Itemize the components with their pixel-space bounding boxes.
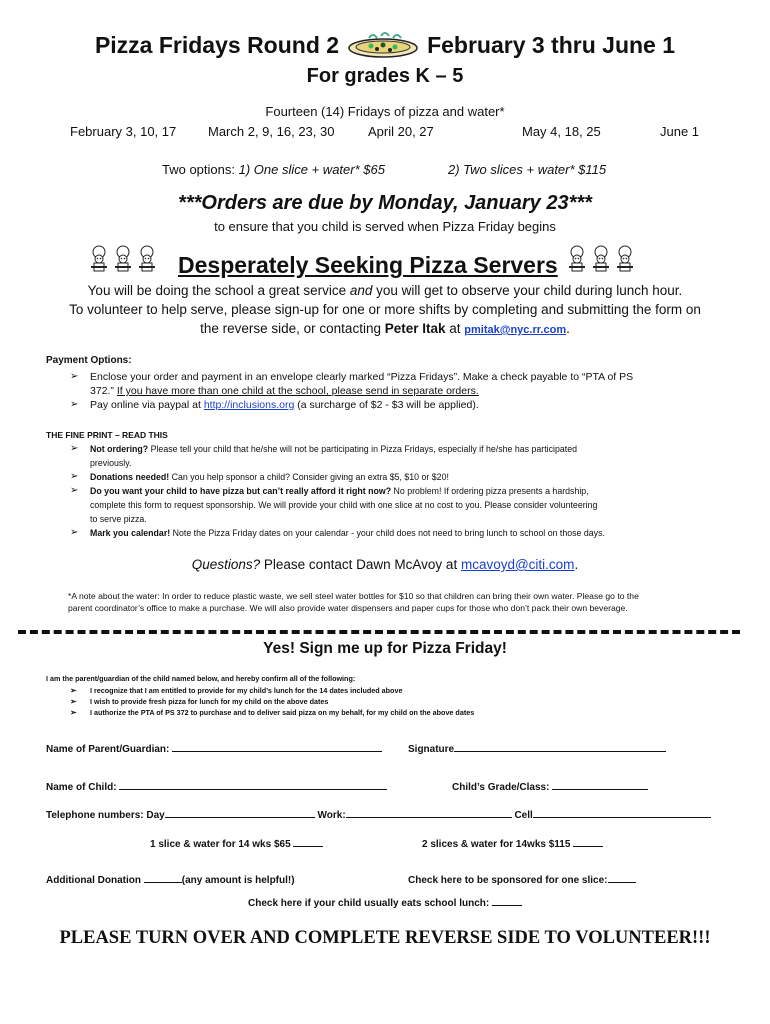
chef-group-left	[88, 245, 158, 278]
payment-item	[70, 370, 740, 398]
signup-intro: I am the parent/guardian of the child named below, and hereby confirm all of the following:	[46, 674, 356, 683]
servers-line3-b: at	[445, 321, 465, 336]
payment-list	[70, 370, 740, 412]
options-row	[162, 162, 385, 177]
grades-subtitle: For grades K – 5	[306, 65, 464, 87]
chef-icon	[88, 245, 110, 278]
fine-print-cont: complete this form to request sponsorship. We will provide your child with one slice at no cost to you. Please consider volunteering	[90, 500, 598, 510]
fine-print-item	[70, 470, 730, 484]
child-label: Name of Child:	[46, 782, 117, 793]
sponsor-row	[408, 871, 636, 886]
questions-line	[0, 557, 770, 572]
dates-may: May 4, 18, 25	[522, 124, 601, 139]
payment-item1-b: 372.”	[90, 385, 117, 397]
lunch-label: Check here if your child usually eats school lunch:	[248, 898, 490, 909]
fine-print-text: Please tell your child that he/she will not be participating in Pizza Fridays, especially if he/she has participated	[148, 444, 577, 454]
fine-print-cont2: to serve pizza.	[90, 514, 147, 524]
title-left: Pizza Fridays Round 2	[94, 31, 340, 58]
arrow-icon: ➢	[70, 471, 79, 482]
servers-line3-c: .	[566, 321, 570, 336]
fine-print-cont: previously.	[90, 458, 132, 468]
arrow-icon: ➢	[70, 371, 79, 382]
child-row	[46, 778, 387, 793]
confirm-text: I authorize the PTA of PS 372 to purchase and to deliver said pizza on my behalf, for my child on the above dates	[90, 708, 475, 717]
questions-period: .	[574, 557, 579, 572]
dates-february: February 3, 10, 17	[70, 124, 177, 139]
arrow-icon: ➢	[70, 399, 79, 410]
fine-print-list	[70, 442, 730, 540]
servers-line2: To volunteer to help serve, please sign-up for one or more shifts by completing and submitting the form on	[69, 302, 701, 317]
page-title	[0, 30, 770, 60]
dates-april: April 20, 27	[368, 124, 434, 139]
deadline-sub: to ensure that you child is served when Pizza Friday begins	[214, 219, 556, 234]
child-name-field[interactable]	[119, 778, 387, 790]
cut-line	[18, 630, 740, 634]
option1-row	[150, 835, 323, 850]
footer-notice: PLEASE TURN OVER AND COMPLETE REVERSE SIDE TO VOLUNTEER!!!	[59, 928, 711, 948]
grade-row	[452, 778, 648, 793]
parent-row	[46, 740, 382, 755]
donation-row	[46, 871, 295, 886]
payment-item1-a: Enclose your order and payment in an envelope clearly marked “Pizza Fridays”. Make a check payable to “PTA of PS	[90, 371, 634, 383]
phone-row	[46, 806, 711, 821]
servers-line1-and: and	[349, 283, 373, 298]
confirm-item	[70, 696, 690, 707]
grade-label: Child’s Grade/Class:	[452, 782, 550, 793]
fine-print-bold: Not ordering?	[90, 444, 149, 454]
parent-label: Name of Parent/Guardian:	[46, 744, 170, 755]
confirm-item	[70, 685, 690, 696]
phone-work-field[interactable]	[346, 806, 512, 818]
signature-row	[408, 740, 666, 755]
servers-email-link[interactable]: pmitak@nyc.rr.com	[464, 324, 567, 336]
payment-item2-a: Pay online via paypal at	[90, 399, 204, 411]
option2-label: 2 slices & water for 14wks $115	[422, 839, 571, 850]
option-two: 2) Two slices + water* $115	[448, 162, 607, 177]
signup-heading: Yes! Sign me up for Pizza Friday!	[263, 640, 507, 657]
fine-print-item	[70, 484, 730, 526]
signature-field[interactable]	[454, 740, 666, 752]
servers-heading: Desperately Seeking Pizza Servers	[178, 252, 558, 278]
option1-label: 1 slice & water for 14 wks $65	[150, 839, 291, 850]
servers-line3-a: the reverse side, or contacting	[200, 321, 385, 336]
arrow-icon: ➢	[70, 697, 77, 706]
pizza-icon	[347, 30, 419, 60]
fine-print-item	[70, 526, 730, 540]
questions-email-link[interactable]: mcavoyd@citi.com	[460, 557, 575, 572]
questions-label: Questions?	[191, 557, 261, 572]
payment-item	[70, 398, 740, 412]
chef-icon	[112, 245, 134, 278]
option1-checkbox[interactable]	[293, 835, 323, 847]
payment-item2-b: (a surcharge of $2 - $3 will be applied).	[294, 399, 479, 411]
fine-print-bold: Do you want your child to have pizza but can’t really afford it right now?	[90, 486, 392, 496]
confirm-item	[70, 707, 690, 718]
options-label: Two options:	[162, 162, 235, 177]
phone-cell-field[interactable]	[533, 806, 711, 818]
water-note-line1: *A note about the water: In order to reduce plastic waste, we sell steel water bottles for $10 so that children can bring their own water. Please go to the	[68, 591, 639, 601]
payment-item1-c: If you have more than one child at the school, please send in separate orders.	[116, 385, 479, 397]
option2-checkbox[interactable]	[573, 835, 603, 847]
signup-confirm-list	[70, 685, 690, 718]
fine-print-bold: Donations needed!	[90, 472, 170, 482]
lunch-checkbox[interactable]	[492, 894, 522, 906]
chef-group-right	[566, 245, 636, 278]
dates-march: March 2, 9, 16, 23, 30	[208, 124, 335, 139]
grade-field[interactable]	[552, 778, 648, 790]
servers-line3	[0, 321, 770, 336]
water-note-line2: parent coordinator’s office to make a purchase. We will also provide water dispensers and paper cups for those who don’t pack their own beverage.	[68, 603, 628, 613]
fine-print-text: Note the Pizza Friday dates on your calendar - your child does not need to bring lunch to school on those days.	[170, 528, 605, 538]
lunch-row	[0, 894, 770, 909]
chef-icon	[136, 245, 158, 278]
payment-heading: Payment Options:	[46, 355, 132, 366]
parent-name-field[interactable]	[172, 740, 382, 752]
fine-print-text: No problem! If ordering pizza presents a hardship,	[391, 486, 589, 496]
fine-print-text: Can you help sponsor a child? Consider giving an extra $5, $10 or $20!	[169, 472, 449, 482]
questions-text: Please contact Dawn McAvoy at	[260, 557, 461, 572]
sponsor-checkbox[interactable]	[608, 871, 636, 883]
servers-line1-c: you will get to observe your child during lunch hour.	[372, 283, 683, 298]
arrow-icon: ➢	[70, 708, 77, 717]
contact-name: Peter Itak	[384, 321, 446, 336]
chef-icon	[566, 245, 588, 278]
chef-icon	[614, 245, 636, 278]
fine-print-heading: THE FINE PRINT – READ THIS	[46, 430, 168, 440]
phone-day-field[interactable]	[165, 806, 315, 818]
dates-june: June 1	[660, 124, 700, 139]
paypal-link[interactable]: http://inclusions.org	[203, 399, 295, 411]
title-right: February 3 thru June 1	[427, 31, 676, 58]
donation-field[interactable]	[144, 871, 182, 883]
option-one: 1) One slice + water* $65	[238, 162, 385, 177]
arrow-icon: ➢	[70, 443, 79, 454]
donation-label: Additional Donation	[46, 875, 141, 886]
donation-note: (any amount is helpful!)	[181, 875, 295, 886]
cell-label: Cell	[514, 810, 533, 821]
servers-line1	[0, 283, 770, 298]
option2-row	[422, 835, 603, 850]
fine-print-bold: Mark you calendar!	[90, 528, 171, 538]
arrow-icon: ➢	[70, 686, 77, 695]
sponsor-label: Check here to be sponsored for one slice:	[408, 875, 608, 886]
deadline-headline: ***Orders are due by Monday, January 23***	[178, 192, 592, 214]
arrow-icon: ➢	[70, 485, 79, 496]
phone-label: Telephone numbers: Day	[46, 810, 165, 821]
water-note	[68, 590, 738, 614]
signature-label: Signature	[408, 744, 455, 755]
servers-line1-a: You will be doing the school a great service	[87, 283, 350, 298]
confirm-text: I wish to provide fresh pizza for lunch for my child on the above dates	[90, 697, 329, 706]
arrow-icon: ➢	[70, 527, 79, 538]
schedule-intro: Fourteen (14) Fridays of pizza and water*	[265, 104, 505, 119]
work-label: Work:	[317, 810, 346, 821]
confirm-text: I recognize that I am entitled to provide for my child’s lunch for the 14 dates included above	[90, 686, 403, 695]
fine-print-item	[70, 442, 730, 470]
chef-icon	[590, 245, 612, 278]
